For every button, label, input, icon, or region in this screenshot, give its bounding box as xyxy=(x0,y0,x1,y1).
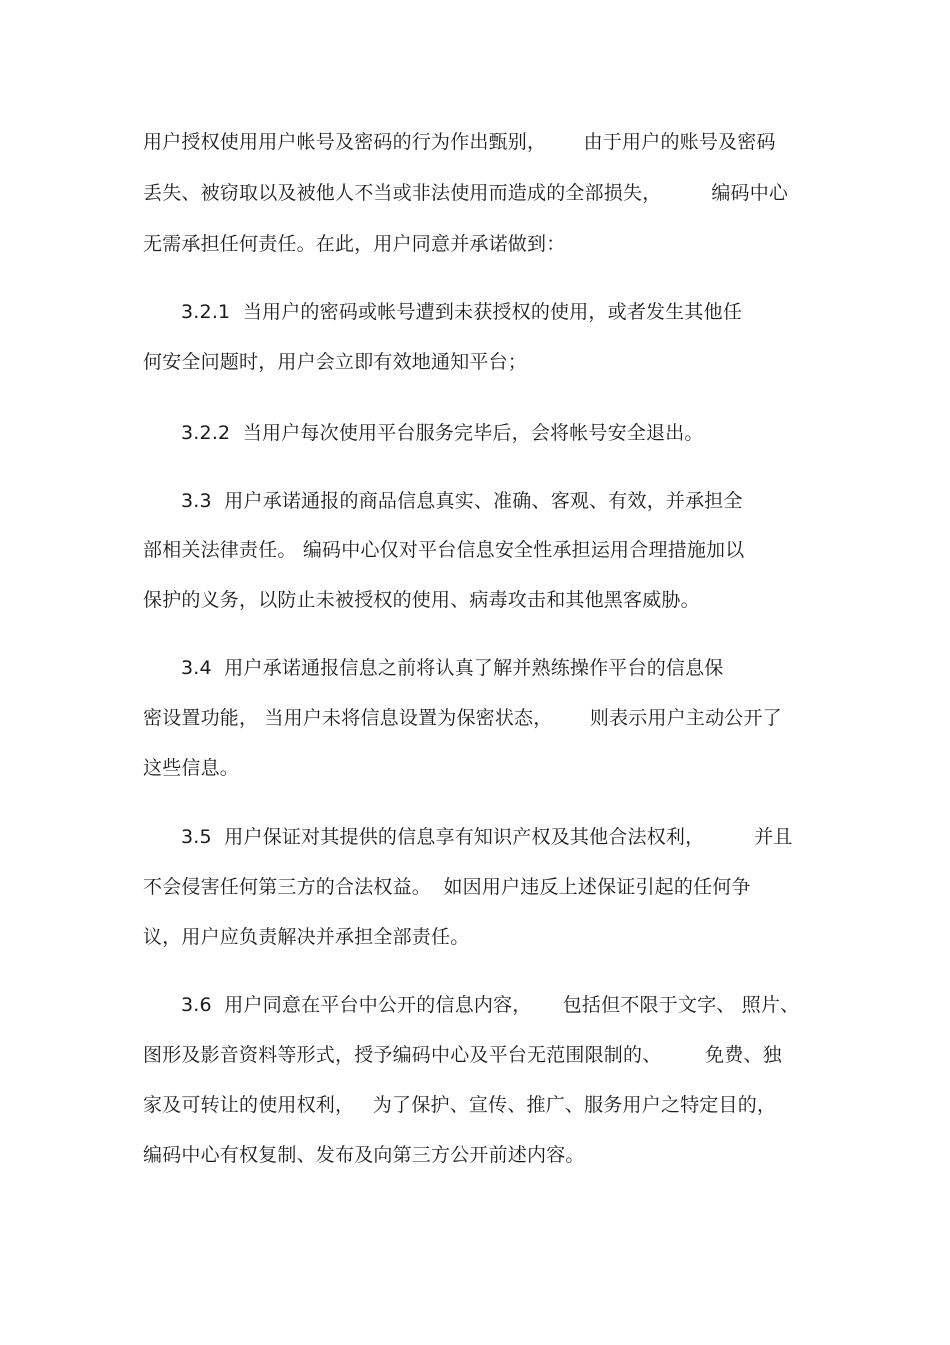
clause-3-6-line-4: 编码中心有权复制、发布及向第三方公开前述内容。 xyxy=(143,1144,585,1166)
clause-3-5-line-1: 3.5 用户保证对其提供的信息享有知识产权及其他合法权利， 并且 xyxy=(181,826,793,848)
paragraph-1-line-2: 丢失、被窃取以及被他人不当或非法使用而造成的全部损失， 编码中心 xyxy=(143,182,789,204)
clause-3-4-line-1: 3.4 用户承诺通报信息之前将认真了解并熟练操作平台的信息保 xyxy=(181,657,724,679)
clause-3-3-line-3: 保护的义务，以防止未被授权的使用、病毒攻击和其他黑客威胁。 xyxy=(143,589,700,611)
clause-3-4-line-3: 这些信息。 xyxy=(143,757,240,779)
clause-3-2-2-line-1: 3.2.2 当用户每次使用平台服务完毕后，会将帐号安全退出。 xyxy=(181,422,704,444)
paragraph-1-line-1: 用户授权使用用户帐号及密码的行为作出甄别， 由于用户的账号及密码 xyxy=(143,131,776,153)
clause-3-6-line-3: 家及可转让的使用权利， 为了保护、宣传、推广、服务用户之特定目的， xyxy=(143,1094,777,1116)
paragraph-1-line-3: 无需承担任何责任。在此，用户同意并承诺做到： xyxy=(143,233,566,255)
clause-3-6-line-1: 3.6 用户同意在平台中公开的信息内容， 包括但不限于文字、 照片、 xyxy=(181,994,800,1016)
clause-3-2-1-line-1: 3.2.1 当用户的密码或帐号遭到未获授权的使用，或者发生其他任 xyxy=(181,301,743,323)
clause-3-3-line-1: 3.3 用户承诺通报的商品信息真实、准确、客观、有效，并承担全 xyxy=(181,490,743,512)
clause-3-5-line-3: 议，用户应负责解决并承担全部责任。 xyxy=(143,926,470,948)
clause-3-5-line-2: 不会侵害任何第三方的合法权益。 如因用户违反上述保证引起的任何争 xyxy=(143,876,751,898)
clause-3-4-line-2: 密设置功能， 当用户未将信息设置为保密状态， 则表示用户主动公开了 xyxy=(143,707,782,729)
clause-3-2-1-line-2: 何安全问题时，用户会立即有效地通知平台； xyxy=(143,351,528,373)
clause-3-6-line-2: 图形及影音资料等形式，授予编码中心及平台无范围限制的、 免费、独 xyxy=(143,1044,782,1066)
clause-3-3-line-2: 部相关法律责任。 编码中心仅对平台信息安全性承担运用合理措施加以 xyxy=(143,539,745,561)
